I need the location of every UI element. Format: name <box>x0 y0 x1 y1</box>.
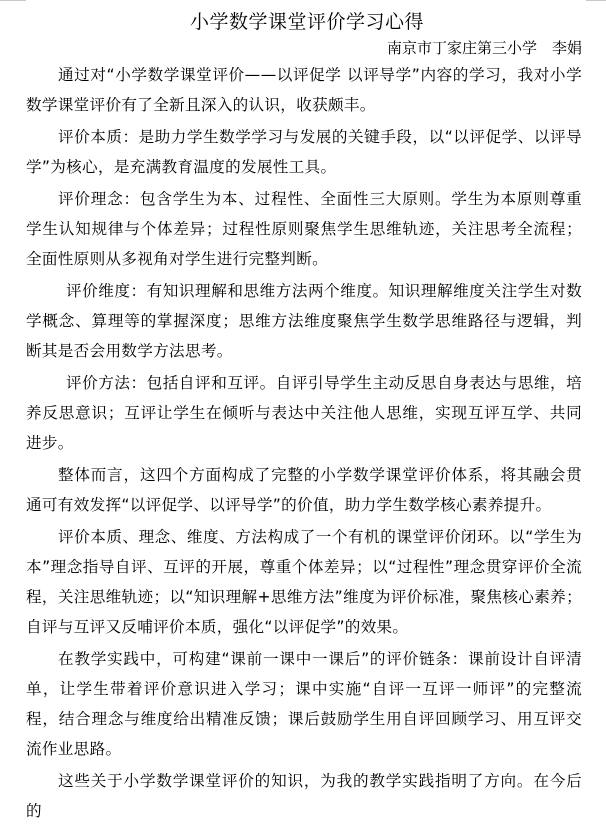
paragraph-intro: 通过对“小学数学课堂评价——以评促学 以评导学”内容的学习，我对小学数学课堂评价有了全新且深入的认识，收获颇丰。 <box>26 66 582 114</box>
document-page <box>26 8 582 826</box>
paragraph-summary: 整体而言，这四个方面构成了完整的小学数学课堂评价体系，将其融会贯通可有效发挥“以评促学、以评导学”的价值，助力学生数学核心素养提升。 <box>26 466 582 514</box>
author-line: 南京市丁家庄第三小学 李娟 <box>386 39 582 57</box>
document-title: 小学数学课堂评价学习心得 <box>189 11 424 33</box>
paragraph-evaluation-dimension: 评价维度：有知识理解和思维方法两个维度。知识理解维度关注学生对数学概念、算理等的掌握深度；思维方法维度聚焦学生数学思维路径与逻辑，判断其是否会用数学方法思考。 <box>26 282 582 360</box>
paragraph-evaluation-essence: 评价本质：是助力学生数学学习与发展的关键手段，以“以评促学、以评导学”为核心，是充满教育温度的发展性工具。 <box>26 128 582 176</box>
paragraph-teaching-practice: 在教学实践中，可构建“课前一课中一课后”的评价链条：课前设计自评清单，让学生带着评价意识进入学习；课中实施“自评一互评一师评”的完整流程，结合理念与维度给出精准反馈；课后鼓励学生用自评回顾学习、用互评交流作业思路。 <box>26 650 582 758</box>
page-corner-mark-right <box>586 0 606 1</box>
page-corner-mark-left <box>0 0 26 1</box>
paragraph-conclusion: 这些关于小学数学课堂评价的知识，为我的教学实践指明了方向。在今后的 <box>26 772 582 820</box>
paragraph-evaluation-method: 评价方法：包括自评和互评。自评引导学生主动反思自身表达与思维，培养反思意识；互评让学生在倾听与表达中关注他人思维，实现互评互学、共同进步。 <box>26 374 582 452</box>
paragraph-evaluation-concept: 评价理念：包含学生为本、过程性、全面性三大原则。学生为本原则尊重学生认知规律与个体差异；过程性原则聚焦学生思维轨迹，关注思考全流程；全面性原则从多视角对学生进行完整判断。 <box>26 190 582 268</box>
paragraph-evaluation-loop: 评价本质、理念、维度、方法构成了一个有机的课堂评价闭环。以“学生为本”理念指导自评、互评的开展，尊重个体差异；以“过程性”理念贯穿评价全流程，关注思维轨迹；以“知识理解+思维方法”维度为评价标准，聚焦核心素养；自评与互评又反哺评价本质，强化“以评促学”的效果。 <box>26 528 582 636</box>
